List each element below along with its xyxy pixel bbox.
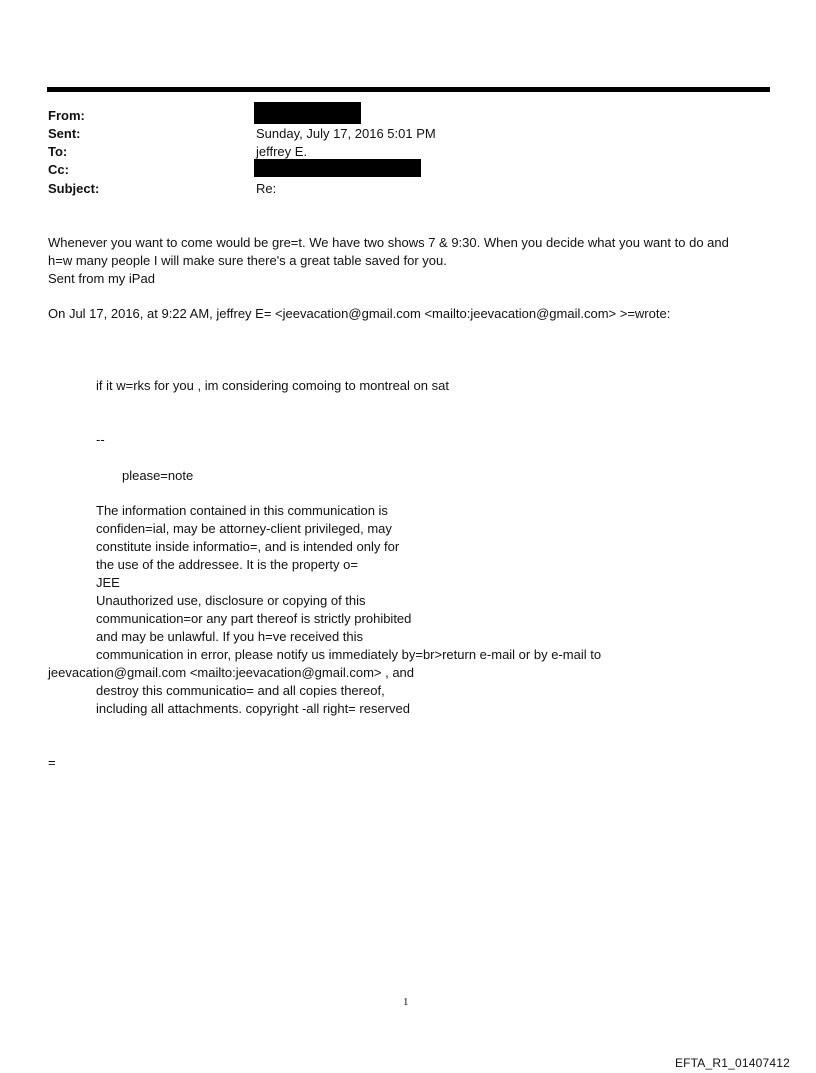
trailing-equals: = bbox=[48, 755, 56, 770]
disclaimer-line: Unauthorized use, disclosure or copying of this bbox=[96, 593, 366, 608]
disclaimer-line: confiden=ial, may be attorney-client privileged, may bbox=[96, 521, 392, 536]
to-value: jeffrey E. bbox=[256, 144, 308, 159]
from-redaction bbox=[254, 102, 361, 124]
cc-label: Cc: bbox=[48, 162, 69, 177]
disclaimer-line: communication in error, please notify us immediately by=br>return e-mail or by e-mail to bbox=[96, 647, 602, 662]
body-line-1: Whenever you want to come would be gre=t. We have two shows 7 & 9:30. When you decide what you want to do and bbox=[48, 235, 729, 250]
from-label: From: bbox=[48, 108, 85, 123]
sent-value: Sunday, July 17, 2016 5:01 PM bbox=[256, 126, 436, 141]
disclaimer-line: constitute inside informatio=, and is intended only for bbox=[96, 539, 400, 554]
disclaimer-line: JEE bbox=[96, 575, 120, 590]
signature-dashes: -- bbox=[96, 432, 105, 447]
subject-value: Re: bbox=[256, 181, 277, 196]
disclaimer-closing-line: destroy this communicatio= and all copies thereof, bbox=[96, 683, 385, 698]
please-note: please=note bbox=[122, 468, 194, 483]
page-number: 1 bbox=[403, 996, 409, 1008]
disclaimer-email-line: jeevacation@gmail.com <mailto:jeevacation@gmail.com> , and bbox=[48, 665, 415, 680]
to-label: To: bbox=[48, 144, 68, 159]
disclaimer-line: communication=or any part thereof is strictly prohibited bbox=[96, 611, 412, 626]
quoted-message: if it w=rks for you , im considering comoing to montreal on sat bbox=[96, 378, 449, 393]
body-line-2: h=w many people I will make sure there's a great table saved for you. bbox=[48, 253, 447, 268]
sent-label: Sent: bbox=[48, 126, 81, 141]
body-line-3: Sent from my iPad bbox=[48, 271, 155, 286]
disclaimer-line: the use of the addressee. It is the property o= bbox=[96, 557, 358, 572]
subject-label: Subject: bbox=[48, 181, 100, 196]
disclaimer-closing-line: including all attachments. copyright -all right= reserved bbox=[96, 701, 410, 716]
cc-redaction bbox=[254, 159, 421, 177]
header-rule bbox=[47, 87, 770, 92]
disclaimer-line: and may be unlawful. If you h=ve received this bbox=[96, 629, 364, 644]
bates-number: EFTA_R1_01407412 bbox=[674, 1056, 790, 1070]
quote-intro: On Jul 17, 2016, at 9:22 AM, jeffrey E= <jeevacation@gmail.com <mailto:jeevacation@gmail.com> >=wrote: bbox=[48, 306, 671, 321]
disclaimer-line: The information contained in this communication is bbox=[96, 503, 388, 518]
